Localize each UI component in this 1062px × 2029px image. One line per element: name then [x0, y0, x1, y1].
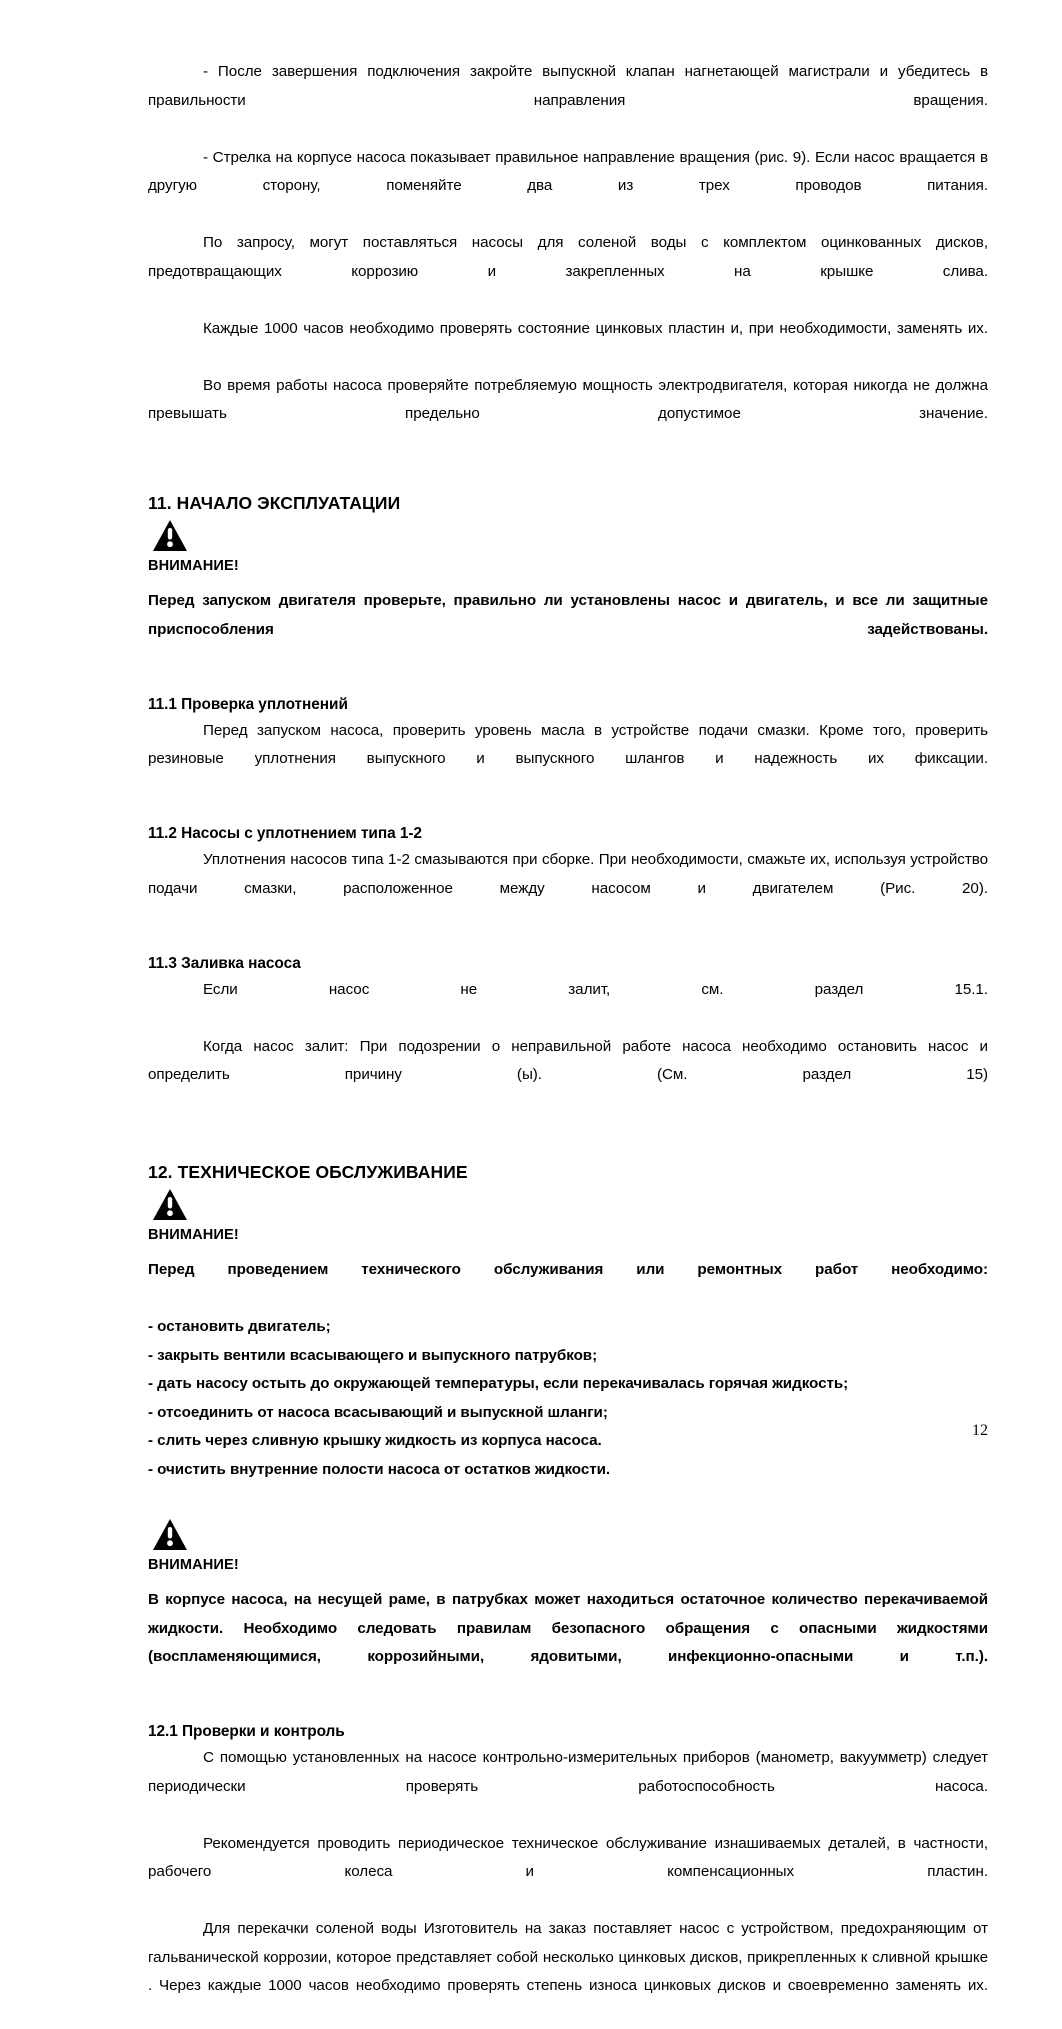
- spacer: [148, 1700, 988, 1720]
- list-item: - очистить внутренние полости насоса от остатков жидкости.: [148, 1460, 611, 1478]
- warning-triangle-icon: [153, 1519, 187, 1550]
- subsection-heading-11-2: 11.2 Насосы с уплотнением типа 1-2: [148, 825, 422, 842]
- paragraph: Для перекачки соленой воды Изготовитель на заказ поставляет насос с устройством, предохраняющим от гальванической коррозии, которое представляет собой несколько цинковых дисков, прикрепленных к сливной крышке . Через каждые 1000 часов необходимо проверять степень износа цинковых дисков и своевременно заменять их.: [148, 1920, 988, 1994]
- spacer: [148, 1484, 988, 1514]
- paragraph: Когда насос залит: При подозрении о неправильной работе насоса необходимо остановить насос и определить причину (ы). (См. раздел 15): [148, 1037, 988, 1083]
- page-number: 12: [972, 1422, 988, 1439]
- paragraph: Во время работы насоса проверяйте потребляемую мощность электродвигателя, которая никогда не должна превышать предельно допустимое значение.: [148, 376, 988, 422]
- subsection-heading-11-3: 11.3 Заливка насоса: [148, 954, 301, 972]
- paragraph: Если насос не залит, см. раздел 15.1.: [203, 980, 988, 998]
- list-item: - отсоединить от насоса всасывающий и выпускной шланги;: [148, 1403, 608, 1421]
- warning-label: ВНИМАНИЕ!: [148, 1557, 239, 1573]
- list-item: - дать насосу остыть до окружающей температуры, если перекачивалась горячая жидкость;: [148, 1375, 849, 1392]
- warning-text: Перед запуском двигателя проверьте, правильно ли установлены насос и двигатель, и все ли защитные приспособления задействованы.: [148, 592, 988, 638]
- list-item: - остановить двигатель;: [148, 1318, 331, 1335]
- section-heading-12: 12. ТЕХНИЧЕСКОЕ ОБСЛУЖИВАНИЕ: [148, 1162, 468, 1182]
- spacer: [148, 802, 988, 822]
- spacer: [148, 932, 988, 952]
- page-content: [148, 58, 988, 2029]
- paragraph: Каждые 1000 часов необходимо проверять состояние цинковых пластин и, при необходимости, заменять их.: [203, 319, 988, 337]
- warning-triangle-icon: [153, 520, 187, 551]
- spacer: [148, 577, 988, 587]
- paragraph: - После завершения подключения закройте выпускной клапан нагнетающей магистрали и убедитесь в правильности направления вращения.: [148, 63, 988, 109]
- paragraph: Уплотнения насосов типа 1-2 смазываются при сборке. При необходимости, смажьте их, используя устройство подачи смазки, расположенное между насосом и двигателем (Рис. 20).: [148, 851, 988, 897]
- warning-list: [148, 1313, 988, 1484]
- subsection-heading-11-1: 11.1 Проверка уплотнений: [148, 695, 348, 713]
- spacer: [148, 1576, 988, 1586]
- paragraph: По запросу, могут поставляться насосы для соленой воды с комплектом оцинкованных дисков, предотвращающих коррозию и закрепленных на крышке слива.: [148, 234, 988, 280]
- paragraph: Рекомендуется проводить периодическое техническое обслуживание изнашиваемых деталей, в частности, рабочего колеса и компенсационных пластин.: [148, 1834, 988, 1880]
- warning-label: ВНИМАНИЕ!: [148, 1227, 239, 1243]
- list-item: - слить через сливную крышку жидкость из корпуса насоса.: [148, 1432, 602, 1449]
- warning-intro: Перед проведением технического обслуживания или ремонтных работ необходимо:: [148, 1261, 988, 1278]
- spacer: [148, 673, 988, 693]
- warning-text: В корпусе насоса, на несущей раме, в патрубках может находиться остаточное количество перекачиваемой жидкости. Необходимо следовать правилам безопасного обращения с опасными жидкостями (воспламеняющимися, коррозийными, ядовитыми, инфекционно-опасными и т.п.).: [148, 1591, 988, 1665]
- paragraph: Перед запуском насоса, проверить уровень масла в устройстве подачи смазки. Кроме того, проверить резиновые уплотнения выпускного и выпускного шлангов и надежность их фиксации.: [148, 721, 988, 767]
- list-item: - закрыть вентили всасывающего и выпускного патрубков;: [148, 1346, 598, 1364]
- section-heading-11: 11. НАЧАЛО ЭКСПЛУАТАЦИИ: [148, 493, 401, 513]
- warning-label: ВНИМАНИЕ!: [148, 558, 239, 574]
- warning-triangle-icon: [153, 1189, 187, 1220]
- paragraph: С помощью установленных на насосе контрольно-измерительных приборов (манометр, вакуумметр) следует периодически проверять работоспособность насоса.: [148, 1749, 988, 1795]
- paragraph: - Стрелка на корпусе насоса показывает правильное направление вращения (рис. 9). Если насос вращается в другую сторону, поменяйте два из трех проводов питания.: [148, 148, 988, 194]
- subsection-heading-12-1: 12.1 Проверки и контроль: [148, 1723, 345, 1740]
- spacer: [148, 1246, 988, 1256]
